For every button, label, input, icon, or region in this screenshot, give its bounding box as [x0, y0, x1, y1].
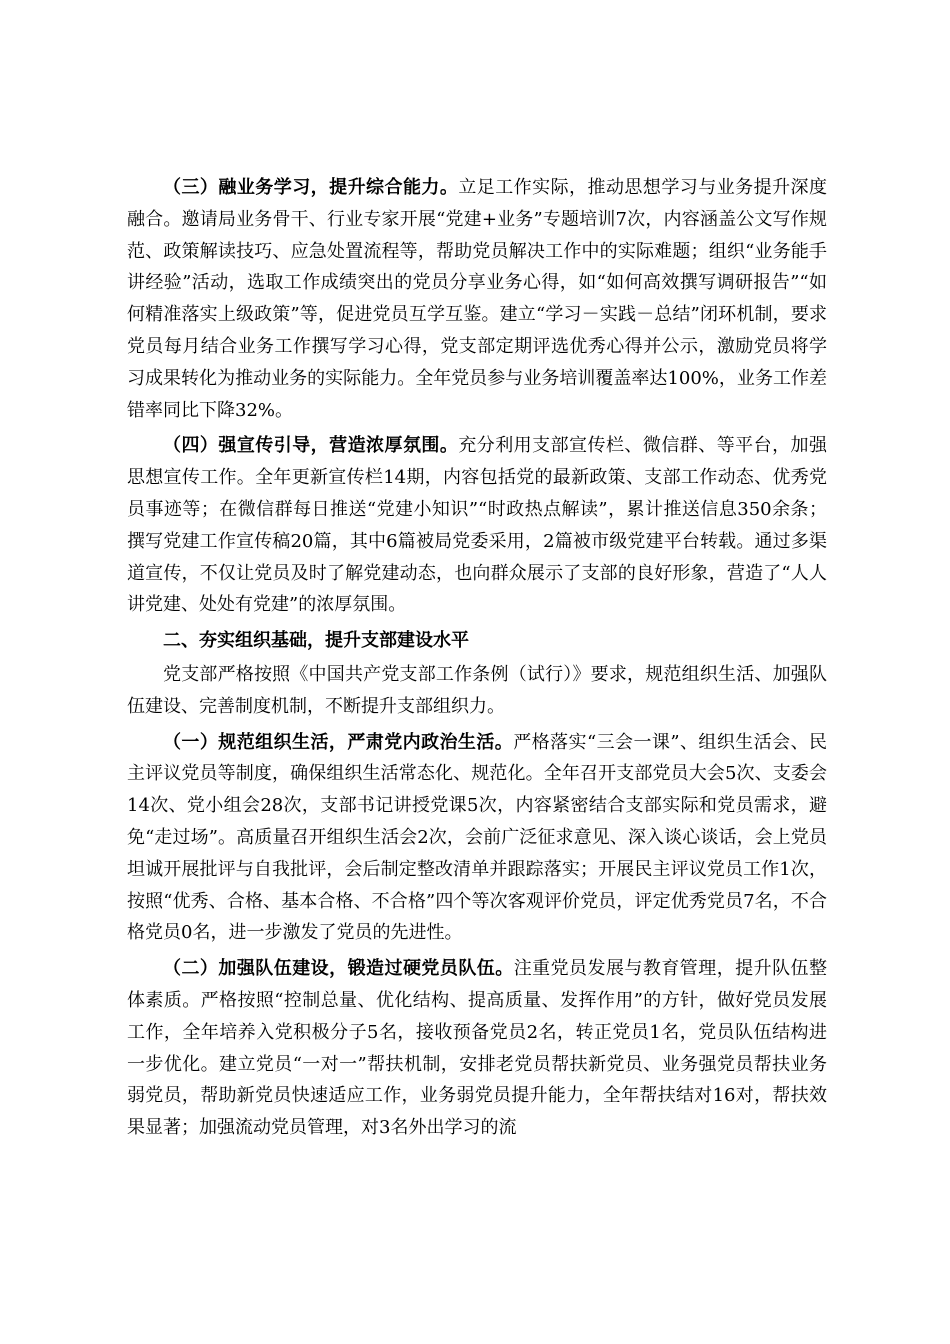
paragraph-publicity [127, 430, 827, 621]
paragraph-section-intro [127, 659, 827, 723]
paragraph-body: 立足工作实际，推动思想学习与业务提升深度融合。邀请局业务骨干、行业专家开展“党建+业务”专题培训7次，内容涵盖公文写作规范、政策解读技巧、应急处置流程等，帮助党员解决工作中的实际难题；组织“业务能手讲经验”活动，选取工作成绩突出的党员分享业务心得，如“如何高效撰写调研报告”“如何精准落实上级政策”等，促进党员互学互鉴。建立“学习－实践－总结”闭环机制，要求党员每月结合业务工作撰写学习心得，党支部定期评选优秀心得并公示，激励党员将学习成果转化为推动业务的实际能力。全年党员参与业务培训覆盖率达100%，业务工作差错率同比下降32%。 [127, 177, 827, 421]
paragraph-organization-life [127, 727, 827, 950]
paragraph-business-learning [127, 172, 827, 426]
paragraph-body: 充分利用支部宣传栏、微信群、等平台，加强思想宣传工作。全年更新宣传栏14期，内容包括党的最新政策、支部工作动态、优秀党员事迹等；在微信群每日推送“党建小知识”“时政热点解读”，累计推送信息350余条；撰写党建工作宣传稿20篇，其中6篇被局党委采用，2篇被市级党建平台转载。通过多渠道宣传，不仅让党员及时了解党建动态，也向群众展示了支部的良好形象，营造了“人人讲党建、处处有党建”的浓厚氛围。 [127, 435, 827, 616]
paragraph-body: 党支部严格按照《中国共产党支部工作条例（试行）》要求，规范组织生活、加强队伍建设、完善制度机制，不断提升支部组织力。 [127, 663, 827, 717]
paragraph-body: 严格落实“三会一课”、组织生活会、民主评议党员等制度，确保组织生活常态化、规范化。全年召开支部党员大会5次、支委会14次、党小组会28次，支部书记讲授党课5次，内容紧密结合支部实际和党员需求，避免“走过场”。高质量召开组织生活会2次，会前广泛征求意见、深入谈心谈话，会上党员坦诚开展批评与自我批评，会后制定整改清单并跟踪落实；开展民主评议党员工作1次，按照“优秀、合格、基本合格、不合格”四个等次客观评价党员，评定优秀党员7名，不合格党员0名，进一步激发了党员的先进性。 [127, 731, 828, 944]
paragraph-lead: （三）融业务学习，提升综合能力。 [163, 177, 459, 198]
paragraph-lead: （二）加强队伍建设，锻造过硬党员队伍。 [163, 958, 514, 980]
section-heading: 二、夯实组织基础，提升支部建设水平 [163, 630, 469, 652]
paragraph-lead: （一）规范组织生活，严肃党内政治生活。 [163, 731, 514, 753]
paragraph-team-building [127, 953, 827, 1144]
paragraph-lead: （四）强宣传引导，营造浓厚氛围。 [163, 435, 459, 457]
paragraph-body: 注重党员发展与教育管理，提升队伍整体素质。严格按照“控制总量、优化结构、提高质量、发挥作用”的方针，做好党员发展工作，全年培养入党积极分子5名，接收预备党员2名，转正党员1名，党员队伍结构进一步优化。建立党员“一对一”帮扶机制，安排老党员帮扶新党员、业务强党员帮扶业务弱党员，帮助新党员快速适应工作，业务弱党员提升能力，全年帮扶结对16对，帮扶效果显著；加强流动党员管理，对3名外出学习的流 [127, 958, 828, 1139]
document-page [127, 172, 827, 1148]
